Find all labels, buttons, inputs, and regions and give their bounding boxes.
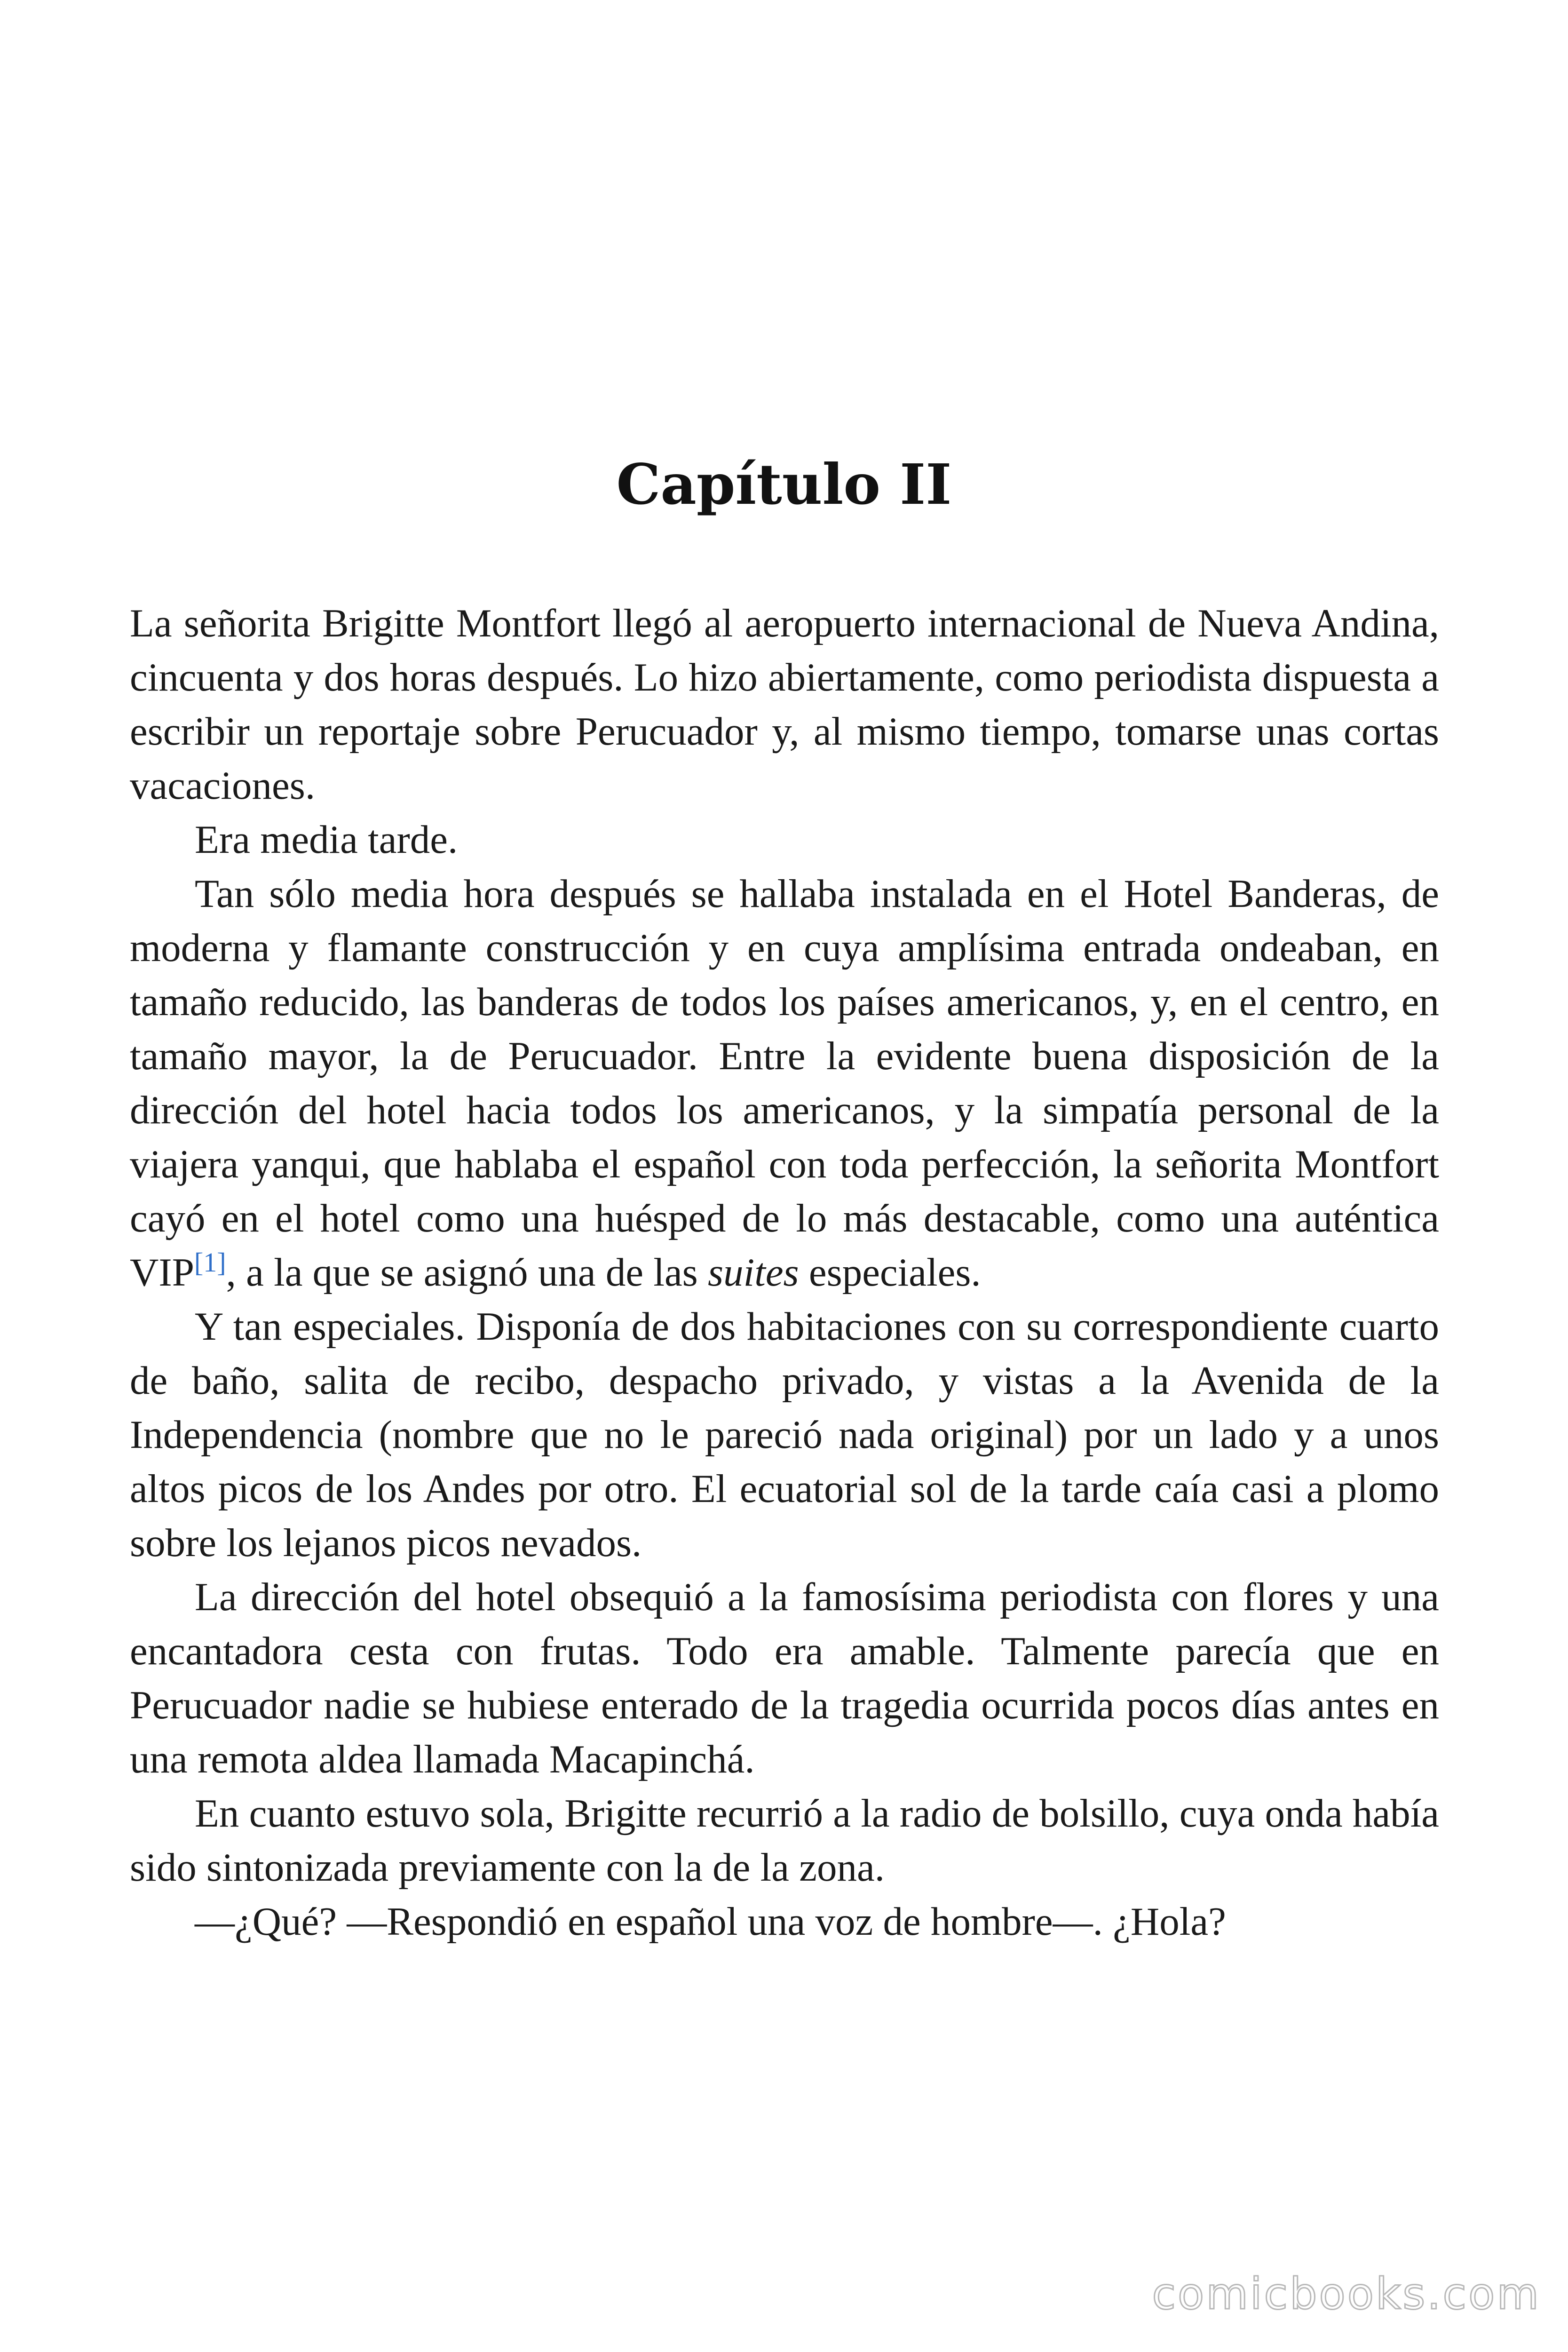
paragraph-1: La señorita Brigitte Montfort llegó al aeropuerto internacional de Nueva Andina, cincuenta y dos horas después. Lo hizo abiertamente, como periodista dispuesta a escribir un reportaje sobre Perucuador y, al mismo tiempo, tomarse unas cortas vacaciones. xyxy=(130,601,1439,808)
italic-word: suites xyxy=(708,1250,799,1295)
paragraph-4: Y tan especiales. Disponía de dos habitaciones con su correspondiente cuarto de baño, salita de recibo, despacho privado, y vistas a la Avenida de la Independencia (nombre que no le pareció nada original) por un lado y a unos altos picos de los Andes por otro. El ecuatorial sol de la tarde caía casi a plomo sobre los lejanos picos nevados. xyxy=(130,1304,1439,1565)
paragraph-2: Era media tarde. xyxy=(195,818,458,862)
footnote-link[interactable]: [1] xyxy=(194,1247,226,1278)
paragraph-5: La dirección del hotel obsequió a la famosísima periodista con flores y una encantadora cesta con frutas. Todo era amable. Talmente parecía que en Perucuador nadie se hubiese enterado de la tragedia ocurrida pocos días antes en una remota aldea llamada Macapinchá. xyxy=(130,1575,1439,1781)
paragraph-7: —¿Qué? —Respondió en español una voz de hombre—. ¿Hola? xyxy=(195,1899,1226,1944)
chapter-body xyxy=(130,596,1439,1949)
paragraph-3 xyxy=(130,867,1439,1300)
paragraph-3-ending: especiales. xyxy=(799,1250,981,1295)
paragraph-3-continuation: , a la que se asignó una de las xyxy=(226,1250,708,1295)
paragraph-3-text: Tan sólo media hora después se hallaba instalada en el Hotel Banderas, de moderna y flamante construcción y en cuya amplísima entrada ondeaban, en tamaño reducido, las banderas de todos los países americanos, y, en el centro, en tamaño mayor, la de Perucuador. Entre la evidente buena disposición de la dirección del hotel hacia todos los americanos, y la simpatía personal de la viajera yanqui, que hablaba el español con toda perfección, la señorita Montfort cayó en el hotel como una huésped de lo más destacable, como una auténtica VIP xyxy=(130,872,1439,1295)
paragraph-6: En cuanto estuvo sola, Brigitte recurrió a la radio de bolsillo, cuya onda había sido sintonizada previamente con la de la zona. xyxy=(130,1791,1439,1890)
chapter-title: Capítulo II xyxy=(616,452,952,517)
watermark: comicbooks.com xyxy=(1152,2269,1541,2319)
